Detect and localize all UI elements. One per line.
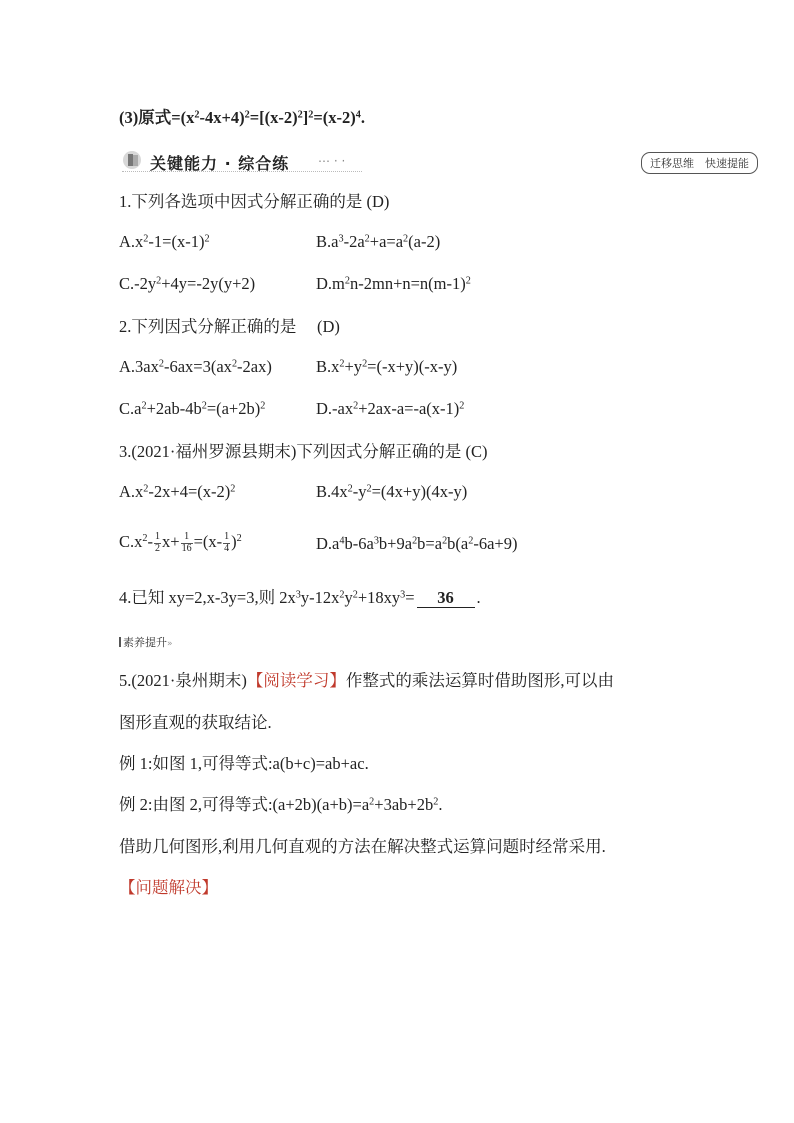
q2-stem: 2.下列因式分解正确的是 (D) <box>119 317 340 336</box>
q3-option-c: $C.x^2-$ $\frac{1}{2}$ x+ $\frac{1}{16}$ =(x- $\frac{1}{4}$ )$^2$ <box>119 531 242 554</box>
q1-option-c: $C.-2y^2+4y=-2y(y+2)$ <box>119 274 256 293</box>
section-title: 关键能力 · 综合练 <box>150 154 290 173</box>
q1-stem: 1.下列各选项中因式分解正确的是 (D) <box>119 192 390 211</box>
q2-option-b: $B.x^2+y^2=(-x+y)(-x-y)$ <box>316 357 458 376</box>
section-divider <box>122 171 362 172</box>
q5-line-5: 借助几何图形,利用几何直观的方法在解决整式运算问题时经常采用. <box>119 837 606 856</box>
q2-option-a: $A.3ax^2-6ax=3(ax^2-2ax)$ <box>119 357 272 376</box>
q4-line: 4.已知 xy=2,x-3y=3,则 $2x^3y-12x^2y^2+18xy^3= 36$ . <box>119 588 481 607</box>
book-icon <box>122 150 144 170</box>
fraction-sixteenth: $\frac{1}{16}$ <box>181 531 192 554</box>
section-pill: 迁移思维 快速提能 <box>641 152 758 174</box>
q2-option-d: $D.-ax^2+2ax-a=-a(x-1)^2$ <box>316 399 465 418</box>
double-chevron-icon: » <box>167 639 173 649</box>
section-header <box>122 148 758 174</box>
fraction-half: $\frac{1}{2}$ <box>155 531 160 554</box>
q1-option-d: $D.m^2n-2mn+n=n(m-1)^2$ <box>316 274 471 293</box>
tag-problem-solving: 【问题解决】 <box>119 878 218 897</box>
q5-example-1: 例 1:如图 1,可得等式:a(b+c)=ab+ac. <box>119 754 369 773</box>
q3-option-b: $B.4x^2-y^2=(4x+y)(4x-y)$ <box>316 482 468 501</box>
q5-example-2: 例 2:由图 2,可得等式$:(a+2b)(a+b)=a^2+3ab+2b^2$. <box>119 795 443 814</box>
sub-section-title: 素养提升 <box>123 636 167 649</box>
sub-section-bar <box>119 637 121 647</box>
q3-stem: 3.(2021·福州罗源县期末)下列因式分解正确的是 (C) <box>119 442 488 461</box>
prev-solution-label: (3)原式 <box>119 108 172 127</box>
q1-option-a: $A.x^2-1=(x-1)^2$ <box>119 232 210 251</box>
q3-option-a: $A.x^2-2x+4=(x-2)^2$ <box>119 482 236 501</box>
q5-line-1: 5.(2021·泉州期末)【阅读学习】作整式的乘法运算时借助图形,可以由 <box>119 671 614 690</box>
q5-line-2: 图形直观的获取结论. <box>119 713 272 732</box>
sub-section-header <box>119 634 173 650</box>
fraction-quarter: $\frac{1}{4}$ <box>224 531 230 554</box>
prev-solution-line: (3)原式$=(x^2-4x+4)^2=[(x-2)^2]^2=(x-2)^4$. <box>119 108 366 127</box>
q1-option-b: $B.a^3-2a^2+a=a^2(a-2)$ <box>316 232 441 251</box>
q2-option-c: $C.a^2+2ab-4b^2=(a+2b)^2$ <box>119 399 266 418</box>
q4-answer-blank: 36 <box>417 590 475 608</box>
tag-read-study: 【阅读学习】 <box>246 671 346 690</box>
q3-option-d: $D.a^4b-6a^3b+9a^2b=a^2b(a^2-6a+9)$ <box>316 534 518 553</box>
section-decoration: ⋯ · · <box>318 154 346 168</box>
